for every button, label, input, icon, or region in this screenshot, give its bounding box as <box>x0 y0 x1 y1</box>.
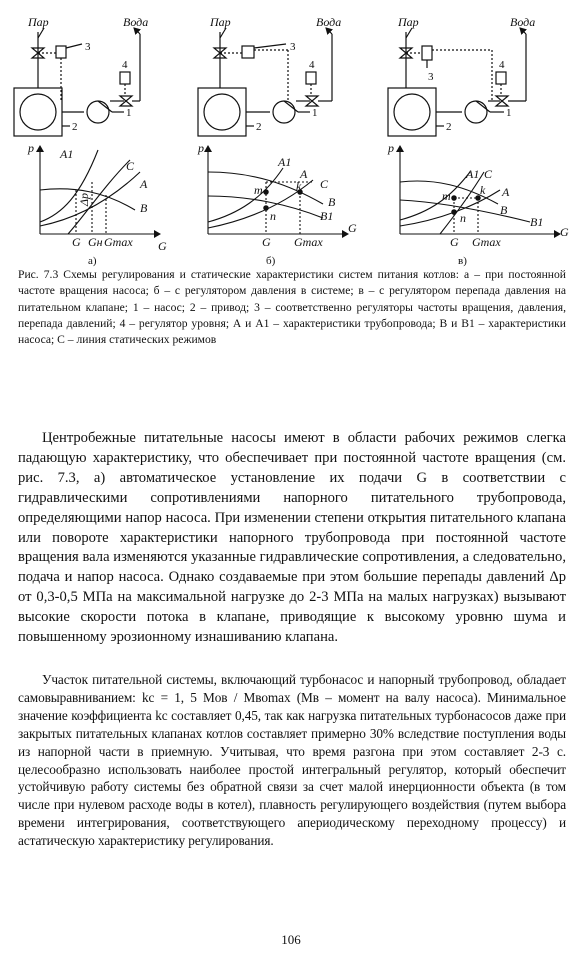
x-tick-gmax: Gmax <box>104 235 133 249</box>
curve-label-a: A <box>300 167 308 181</box>
panel-b <box>197 15 357 267</box>
g-axis-label: G <box>348 221 357 235</box>
callout-1: 1 <box>506 107 512 119</box>
page-number: 106 <box>281 932 301 947</box>
x-tick-gn: Gн <box>88 235 103 249</box>
p-axis-label: p <box>28 141 34 155</box>
panel-a <box>14 15 167 267</box>
p-axis-label: p <box>198 141 204 155</box>
panel-c <box>387 15 569 267</box>
p-axis-label: p <box>388 141 394 155</box>
panel-label-b: б) <box>266 255 276 267</box>
figure-caption: Рис. 7.3 Схемы регулирования и статические характеристики систем питания котлов: а – при постоянной частоте вращения насоса; б – с регулятором давления в системе; в – с регулятором перепада давления на питательном клапане; 1 – насос; 2 – привод; 3 – соответственно регуляторы частоты вращения, давления, перепада давлений; 4 – регулятор уровня; А и А1 – характеристики трубопровода; В и В1 – характеристики насоса; С – линия статических режимов <box>18 268 566 347</box>
curve-label-a: A <box>502 185 510 199</box>
schematic-a <box>14 15 148 136</box>
water-label: Вода <box>123 15 149 29</box>
curve-label-a1: A1 <box>278 155 292 169</box>
steam-label: Пар <box>28 15 49 29</box>
callout-2: 2 <box>256 121 262 133</box>
g-axis-label: G <box>158 239 167 253</box>
callout-3: 3 <box>428 71 434 83</box>
x-tick-g: G <box>262 235 271 249</box>
callout-2: 2 <box>72 121 78 133</box>
callout-4: 4 <box>499 59 505 71</box>
x-tick-g: G <box>450 235 459 249</box>
g-axis-label: G <box>560 225 569 239</box>
x-tick-gmax: Gmax <box>472 235 501 249</box>
steam-label: Пар <box>398 15 419 29</box>
callout-4: 4 <box>309 59 315 71</box>
callout-3: 3 <box>85 41 91 53</box>
curve-label-a1: A1 <box>466 167 480 181</box>
chart-c <box>387 141 569 267</box>
point-label-m: m <box>442 189 451 203</box>
callout-2: 2 <box>446 121 452 133</box>
paragraph-1: Центробежные питательные насосы имеют в области рабочих режимов слегка падающую характеристику, что обеспечивает при постоянной частоте вращения (см. рис. 7.3, а) автоматическое установление их подачи G в соответствии с гидравлическими сопротивлениями напорного питательного трубопровода, определяющими напор насоса. При изменении степени открытия питательного клапана или повороте характеристики напорного трубопровода при постоянной частоте вращения вала изменяются указанные гидравлические сопротивления, а следовательно, подача и напор насоса. Однако создаваемые при этом большие перепады давлений Δp от 0,3-0,5 МПа на максимальной нагрузке до 2-3 МПа на малых нагрузках) вызывают высокие скорости потока в клапане, приводящие к высокому уровню шума и повышенному эрозионному изнашиванию клапана. <box>18 430 566 646</box>
callout-1: 1 <box>126 107 132 119</box>
curve-label-b1: B1 <box>530 215 544 229</box>
callout-1: 1 <box>312 107 318 119</box>
point-label-k: k <box>296 179 302 193</box>
point-label-n: n <box>270 209 276 223</box>
curve-label-b: B <box>500 203 508 217</box>
panel-label-c: в) <box>458 255 467 267</box>
callout-4: 4 <box>122 59 128 71</box>
steam-label: Пар <box>210 15 231 29</box>
curve-label-b1: B1 <box>320 209 334 223</box>
curve-label-b: B <box>328 195 336 209</box>
water-label: Вода <box>510 15 536 29</box>
curve-label-c: C <box>320 177 329 191</box>
panel-label-a: а) <box>88 255 97 267</box>
delta-p-label: Δp <box>77 192 91 206</box>
schematic-b <box>198 15 341 136</box>
point-label-k: k <box>480 183 486 197</box>
x-tick-g: G <box>72 235 81 249</box>
curve-label-a1: A1 <box>60 147 74 161</box>
curve-label-c: C <box>126 159 135 173</box>
chart-a <box>27 141 167 267</box>
curve-label-a: A <box>140 177 148 191</box>
point-label-n: n <box>460 211 466 225</box>
paragraph-2: Участок питательной системы, включающий турбонасос и напорный трубопровод, обладает самовыравниванием: kс = 1, 5 Mов / Mвоmax (Mв – момент на валу насоса). Минимальное значение коэффициента kс составляет 0,45, так как нагрузка питательных турбонасосов даже при закрытых питательных клапанах котлов составляет примерно 30% вследствие поступления воды из напорной части в приемную. Учитывая, что время разгона при этом составляет 2-3 с. целесообразно использовать наиболее простой интегральный регулятор, который обеспечит устойчивую работу системы без обратной связи за счет малой инерционности объекта (в том числе при нулевом расходе воды в котел), плавность регулирующего воздействия (путем выбора времени интегрирования, соответствующего апериодическому переходному процессу) и астатическую характеристику регулирования. <box>18 672 566 849</box>
callout-3: 3 <box>290 41 296 53</box>
water-label: Вода <box>316 15 342 29</box>
x-tick-gmax: Gmax <box>294 235 323 249</box>
curve-label-c: C <box>484 167 493 181</box>
schematic-c <box>388 15 535 136</box>
chart-b <box>197 141 357 267</box>
point-label-m: m <box>254 183 263 197</box>
figure-7-3 <box>0 0 582 272</box>
curve-label-b: B <box>140 201 148 215</box>
